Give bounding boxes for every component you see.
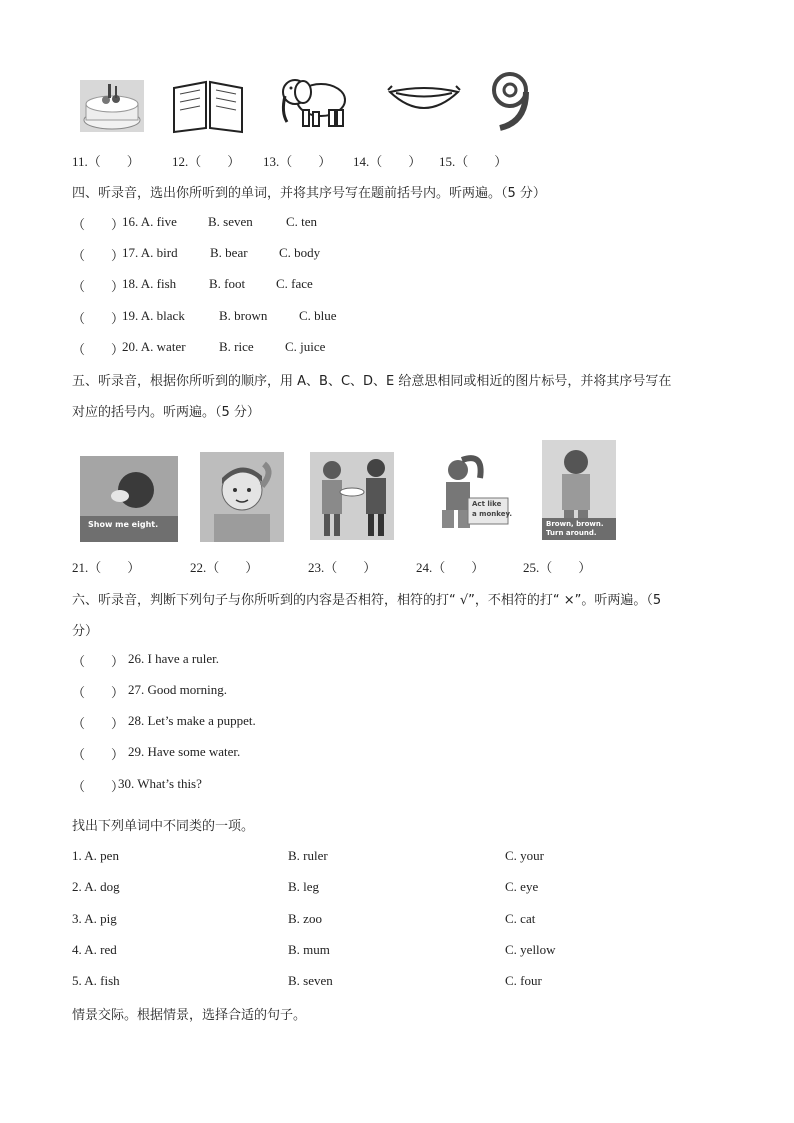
odd-4-option-b: B. mum <box>288 942 330 957</box>
cake-icon <box>80 80 144 132</box>
q19-option-b: B. brown <box>219 308 268 323</box>
answer-bracket-27[interactable]: （ ） <box>72 685 125 700</box>
answer-bracket-23[interactable]: 23.（ ） <box>308 560 377 575</box>
odd-one-out-title: 找出下列单词中不同类的一项。 <box>72 819 255 834</box>
answer-bracket-16[interactable]: （ ） <box>72 217 125 232</box>
answer-bracket-24[interactable]: 24.（ ） <box>416 560 485 575</box>
answer-bracket-21[interactable]: 21.（ ） <box>72 560 141 575</box>
picture-caption-a-monkey: a monkey. <box>472 510 513 518</box>
brown-turn-around-picture <box>542 440 616 540</box>
answer-bracket-17[interactable]: （ ） <box>72 248 125 263</box>
section-6-title-line2: 分） <box>72 624 99 639</box>
statement-26: 26. I have a ruler. <box>128 651 219 666</box>
elephant-icon <box>277 70 349 132</box>
picture-caption-brown-brown: Brown, brown. <box>546 520 604 528</box>
picture-caption-turn-around: Turn around. <box>546 529 597 537</box>
q18-option-a: 18. A. fish <box>122 276 177 291</box>
answer-bracket-26[interactable]: （ ） <box>72 654 125 669</box>
q16-option-b: B. seven <box>208 214 253 229</box>
odd-5-option-c: C. four <box>505 973 542 988</box>
boy-touching-head-picture <box>200 452 284 542</box>
q16-option-c: C. ten <box>286 214 318 229</box>
section-4-title: 四、听录音，选出你所听到的单词，并将其序号写在题前括号内。听两遍。（5 分） <box>72 186 546 201</box>
statement-27: 27. Good morning. <box>128 682 227 697</box>
answer-bracket-28[interactable]: （ ） <box>72 716 125 731</box>
odd-5-option-b: B. seven <box>288 973 333 988</box>
answer-bracket-14[interactable]: 14.（ ） <box>353 154 422 169</box>
odd-5-option-a: 5. A. fish <box>72 973 120 988</box>
section-5-title-line2: 对应的括号内。听两遍。（5 分） <box>72 405 260 420</box>
answer-bracket-11[interactable]: 11.（ ） <box>72 154 140 169</box>
show-me-eight-picture <box>80 456 178 542</box>
situational-title: 情景交际。根据情景，选择合适的句子。 <box>72 1008 307 1023</box>
two-kids-plate-picture <box>310 452 394 540</box>
q20-option-a: 20. A. water <box>122 339 186 354</box>
odd-4-option-c: C. yellow <box>505 942 556 957</box>
picture-caption-show-me-eight: Show me eight. <box>88 520 159 529</box>
q16-option-a: 16. A. five <box>122 214 177 229</box>
answer-bracket-15[interactable]: 15.（ ） <box>439 154 508 169</box>
q17-option-c: C. body <box>279 245 321 260</box>
answer-bracket-30[interactable]: （ ） <box>72 779 125 794</box>
odd-1-option-a: 1. A. pen <box>72 848 119 863</box>
q17-option-a: 17. A. bird <box>122 245 178 260</box>
section-6-title-line1: 六、听录音，判断下列句子与你所听到的内容是否相符，相符的打“ √”，不相符的打“ ×”。听两遍。（5 <box>72 593 662 608</box>
q18-option-b: B. foot <box>209 276 246 291</box>
statement-30: 30. What’s this? <box>118 776 202 791</box>
odd-3-option-b: B. zoo <box>288 911 322 926</box>
q19-option-c: C. blue <box>299 308 337 323</box>
answer-bracket-13[interactable]: 13.（ ） <box>263 154 332 169</box>
odd-3-option-c: C. cat <box>505 911 536 926</box>
number-nine-icon <box>486 70 536 132</box>
answer-bracket-12[interactable]: 12.（ ） <box>172 154 241 169</box>
q20-option-b: B. rice <box>219 339 254 354</box>
q19-option-a: 19. A. black <box>122 308 185 323</box>
act-like-monkey-picture <box>432 448 512 540</box>
answer-bracket-20[interactable]: （ ） <box>72 342 125 357</box>
answer-bracket-18[interactable]: （ ） <box>72 279 125 294</box>
mouth-icon <box>386 80 462 122</box>
answer-bracket-25[interactable]: 25.（ ） <box>523 560 592 575</box>
picture-caption-act-like: Act like <box>472 500 502 508</box>
answer-bracket-22[interactable]: 22.（ ） <box>190 560 259 575</box>
section-5-title-line1: 五、听录音，根据你所听到的顺序，用 A、B、C、D、E 给意思相同或相近的图片标号，并将其序号写在 <box>72 374 672 389</box>
odd-2-option-b: B. leg <box>288 879 320 894</box>
odd-4-option-a: 4. A. red <box>72 942 117 957</box>
book-icon <box>170 74 246 134</box>
q17-option-b: B. bear <box>210 245 248 260</box>
q18-option-c: C. face <box>276 276 313 291</box>
statement-28: 28. Let’s make a puppet. <box>128 713 256 728</box>
q20-option-c: C. juice <box>285 339 326 354</box>
answer-bracket-29[interactable]: （ ） <box>72 747 125 762</box>
odd-1-option-c: C. your <box>505 848 544 863</box>
odd-3-option-a: 3. A. pig <box>72 911 117 926</box>
odd-1-option-b: B. ruler <box>288 848 328 863</box>
odd-2-option-a: 2. A. dog <box>72 879 120 894</box>
answer-bracket-19[interactable]: （ ） <box>72 311 125 326</box>
statement-29: 29. Have some water. <box>128 744 241 759</box>
odd-2-option-c: C. eye <box>505 879 539 894</box>
